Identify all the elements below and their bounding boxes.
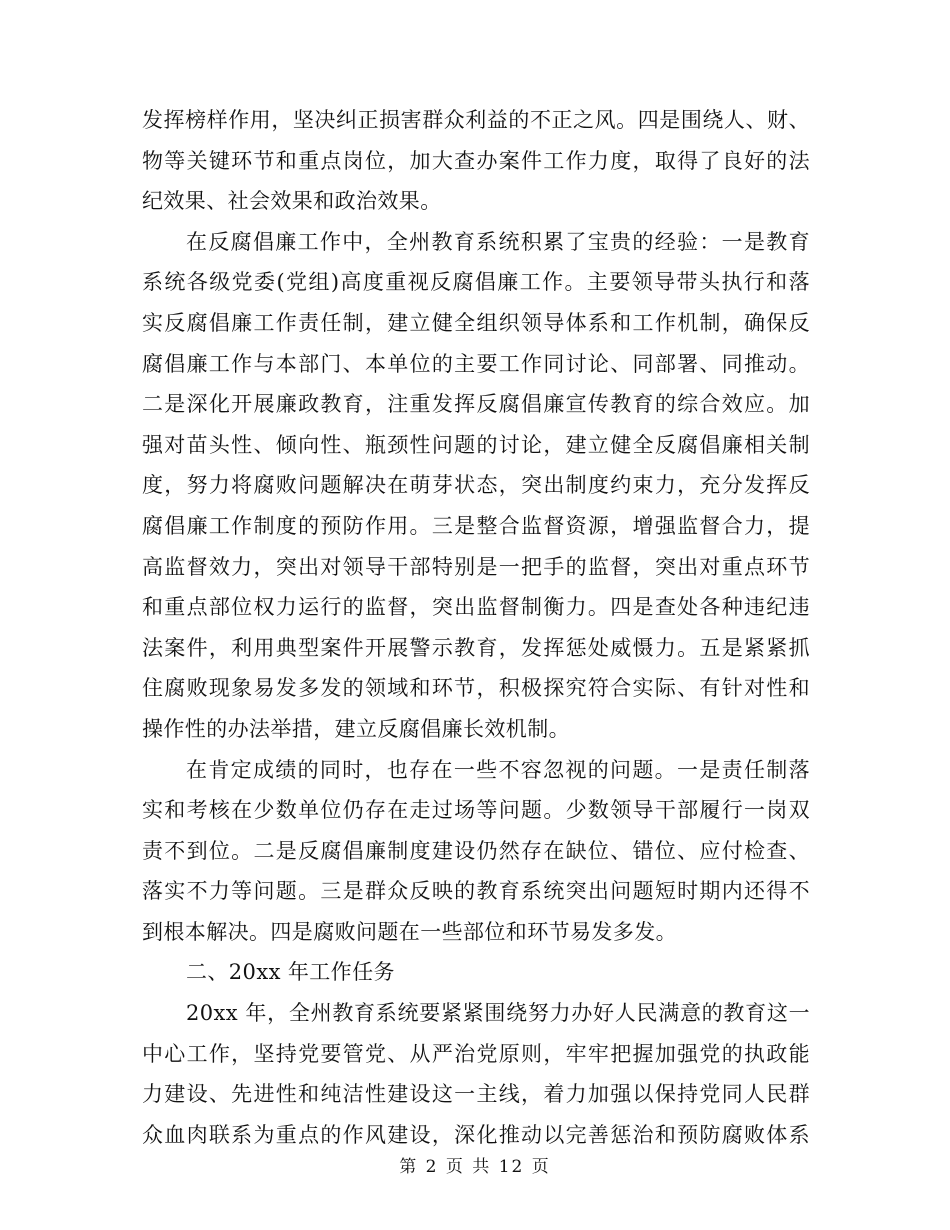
text-line: 腐倡廉工作与本部门、本单位的主要工作同讨论、同部署、同推动。 (142, 351, 810, 376)
body-text (142, 100, 810, 1155)
text-line: 发挥榜样作用，坚决纠正损害群众利益的不正之风。四是围绕人、财、 (142, 108, 810, 132)
text-line: 责不到位。二是反腐倡廉制度建设仍然存在缺位、错位、应付检查、 (142, 838, 810, 863)
text-line: 二、20xx 年工作任务 (186, 960, 395, 985)
text-line: 高监督效力，突出对领导干部特别是一把手的监督，突出对重点环节 (142, 554, 810, 579)
text-line: 操作性的办法举措，建立反腐倡廉长效机制。 (142, 716, 570, 741)
text-line: 强对苗头性、倾向性、瓶颈性问题的讨论，建立健全反腐倡廉相关制 (142, 432, 810, 457)
text-line: 落实不力等问题。三是群众反映的教育系统突出问题短时期内还得不 (142, 879, 810, 904)
text-line: 在肯定成绩的同时，也存在一些不容忽视的问题。一是责任制落 (186, 757, 810, 782)
page-footer: 第 2 页 共 12 页 (399, 1157, 551, 1177)
text-line: 腐倡廉工作制度的预防作用。三是整合监督资源，增强监督合力，提 (142, 513, 810, 538)
text-line: 实反腐倡廉工作责任制，建立健全组织领导体系和工作机制，确保反 (142, 310, 810, 335)
text-line: 纪效果、社会效果和政治效果。 (142, 189, 442, 214)
text-line: 众血肉联系为重点的作风建设，深化推动以完善惩治和预防腐败体系 (142, 1122, 810, 1147)
text-line: 到根本解决。四是腐败问题在一些部位和环节易发多发。 (142, 919, 677, 944)
text-line: 20xx 年，全州教育系统要紧紧围绕努力办好人民满意的教育这一 (186, 1001, 810, 1026)
text-line: 物等关键环节和重点岗位，加大查办案件工作力度，取得了良好的法 (142, 148, 810, 173)
text-line: 系统各级党委(党组)高度重视反腐倡廉工作。主要领导带头执行和落 (142, 270, 810, 295)
text-line: 二是深化开展廉政教育，注重发挥反腐倡廉宣传教育的综合效应。加 (142, 392, 810, 417)
text-line: 住腐败现象易发多发的领域和环节，积极探究符合实际、有针对性和 (142, 676, 810, 701)
text-line: 度，努力将腐败问题解决在萌芽状态，突出制度约束力，充分发挥反 (142, 473, 810, 498)
text-line: 力建设、先进性和纯洁性建设这一主线，着力加强以保持党同人民群 (142, 1082, 810, 1107)
text-line: 中心工作，坚持党要管党、从严治党原则，牢牢把握加强党的执政能 (142, 1041, 810, 1066)
text-line: 法案件，利用典型案件开展警示教育，发挥惩处威慑力。五是紧紧抓 (142, 635, 810, 660)
text-line: 在反腐倡廉工作中，全州教育系统积累了宝贵的经验：一是教育 (186, 229, 810, 254)
text-line: 实和考核在少数单位仍存在走过场等问题。少数领导干部履行一岗双 (142, 798, 810, 823)
text-line: 和重点部位权力运行的监督，突出监督制衡力。四是查处各种违纪违 (142, 595, 810, 620)
